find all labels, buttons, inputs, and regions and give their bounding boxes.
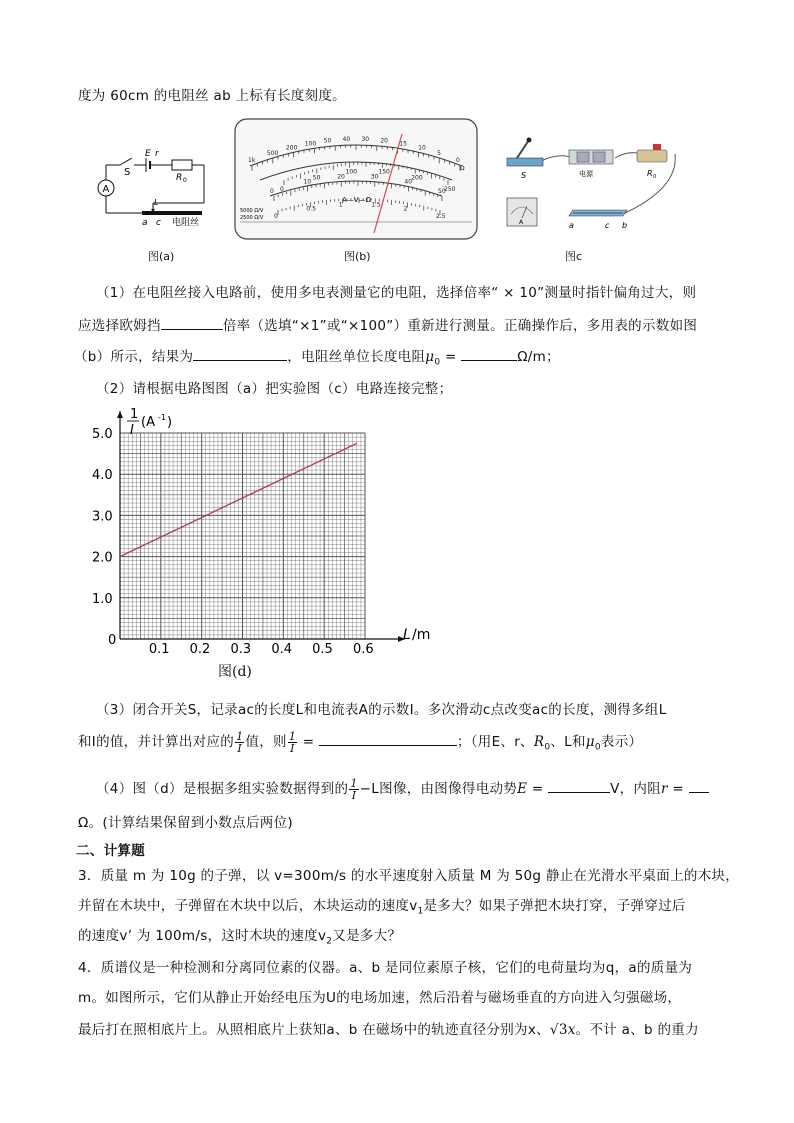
p4-x: x	[567, 1022, 576, 1038]
q3-line2c: =	[298, 734, 319, 750]
q1-line2a: 应选择欧姆挡	[78, 318, 161, 334]
q4-blank-r[interactable]	[689, 778, 709, 793]
p4-l3b: 。不计 a、b 的重力	[575, 1022, 699, 1038]
multimeter-center-label: A—V—Ω	[342, 196, 371, 204]
fig-a-ammeter-label: A	[102, 184, 110, 195]
ohm-scale-label-0: 1k	[248, 157, 256, 164]
q4-eq2: =	[667, 781, 689, 797]
q4-line1b: −L图像，由图像得电动势	[359, 781, 518, 797]
y-label-numerator: 1	[130, 407, 139, 422]
y-tick-label-2: 3.0	[92, 509, 113, 525]
mid-scale-label-2: 100	[345, 168, 358, 176]
figure-a-caption: 图(a)	[148, 250, 175, 263]
v-scale-label-0: 0	[274, 213, 278, 220]
low-scale-label-3: 30	[370, 173, 379, 181]
x-tick-label-3: 0.4	[271, 642, 293, 657]
switch-icon	[507, 138, 543, 167]
q3-line2b: 值，则	[245, 734, 287, 750]
ohm-scale-label-6: 30	[361, 136, 370, 144]
fig-c-c-label: c	[605, 221, 610, 230]
intro-text: 度为 60cm 的电阻丝 ab 上标有长度刻度。	[78, 88, 346, 104]
p3-l3b: 又是多大？	[332, 928, 402, 944]
fig-c-a-label: a	[569, 221, 574, 230]
q1-blank-multiplier[interactable]	[161, 315, 223, 330]
fig-a-emf-label: E	[145, 149, 151, 159]
q3-frac-1: $\frac{1}{I}$	[236, 729, 244, 755]
section-2-heading: 二、计算题	[76, 843, 145, 859]
battery-icon	[569, 150, 613, 164]
v-scale-label-1: 0.5	[306, 205, 316, 213]
ohm-scale-label-9: 10	[418, 144, 426, 152]
y-tick-label-0: 1.0	[92, 591, 113, 607]
low-scale-label-5: 50	[438, 188, 446, 195]
p4-line3	[78, 1018, 699, 1038]
q1-eq: =	[440, 349, 462, 365]
q1-line1: （1）在电阻丝接入电路前，使用多电表测量它的电阻，选择倍率“ × 10”测量时指针偏角过大，则	[96, 285, 697, 301]
q3-line2d: ；（用E、r、	[456, 734, 534, 750]
q4-line1	[96, 777, 709, 801]
fig-c-r0-sub: 0	[653, 174, 657, 180]
multimeter-spec1: 5000 Ω/V	[240, 208, 264, 214]
p3-l3-sub: 2	[326, 936, 333, 947]
q3-line2e: 、L和	[550, 734, 586, 750]
y-label-exponent: -1	[158, 413, 166, 422]
y-label-close: )	[167, 415, 173, 430]
fig-c-b-label: b	[622, 221, 628, 230]
fig-c-switch-label: S	[521, 171, 527, 180]
ohm-scale-label-7: 20	[380, 137, 389, 145]
q4-blank-emf[interactable]	[548, 778, 610, 793]
fig-a-l-label: L	[154, 198, 159, 207]
resistor-icon	[637, 144, 667, 162]
q1-line3	[74, 345, 560, 368]
p3-l2b: 是多大？如果子弹把木块打穿，子弹穿过后	[423, 898, 686, 914]
low-scale-label-4: 40	[404, 178, 413, 186]
ohm-scale-label-3: 100	[304, 140, 317, 148]
fig-a-r0-label: R	[176, 173, 183, 183]
fig-a-r-label: r	[155, 149, 159, 159]
multimeter-spec2: 2500 Ω/V	[240, 215, 264, 221]
figure-b-multimeter	[234, 118, 478, 240]
fig-a-c-label: c	[156, 218, 161, 228]
q1-line2b: 倍率（选填“×1”或“×100”）重新进行测量。正确操作后，多用表的示数如图	[222, 318, 698, 334]
p3-l2: 并留在木块中，子弹留在木块中以后，木块运动的速度v	[78, 898, 418, 914]
y-axis-arrow	[117, 411, 123, 418]
q1-line3b: ，电阻丝单位长度电阻	[287, 349, 426, 365]
fig-a-r0-sub: 0	[183, 177, 187, 184]
p4-line2: m。如图所示，它们从静止开始经电压为U的电场加速，然后沿着与磁场垂直的方向进入匀强磁场，	[78, 990, 682, 1006]
q4-line2: Ω。(计算结果保留到小数点后两位)	[78, 815, 293, 831]
v-scale-label-3: 1.5	[371, 201, 381, 209]
y-label-unit: (A	[141, 415, 155, 430]
q3-r0-sub: 0	[544, 742, 551, 753]
q1-line3a: （b）所示，结果为	[74, 349, 194, 365]
y-label-denominator: I	[130, 423, 134, 438]
fig-c-power-label: 电源	[579, 170, 593, 178]
multimeter-omega: Ω	[460, 165, 465, 172]
q3-line2a: 和I的值，并计算出对应的	[78, 734, 235, 750]
q2-text: （2）请根据电路图图（a）把实验图（c）电路连接完整；	[96, 381, 453, 397]
x-axis-label: L	[403, 627, 411, 643]
fig-a-switch-label: S	[124, 167, 131, 178]
origin-label: 0	[108, 633, 117, 648]
fig-a-a-label: a	[142, 218, 148, 228]
x-tick-label-0: 0.1	[148, 642, 170, 657]
q3-mu: μ	[585, 734, 595, 750]
mid-scale-label-4: 200	[411, 174, 423, 182]
q4-eq1: =	[527, 781, 549, 797]
fig-a-wire-label: 电阻丝	[172, 218, 200, 228]
figure-b-caption: 图(b)	[344, 250, 371, 263]
q3-frac-2: $\frac{1}{I}$	[288, 729, 297, 755]
low-scale-label-2: 20	[337, 173, 345, 181]
resistance-wire-icon	[569, 210, 627, 216]
ohm-scale-label-4: 50	[323, 137, 332, 145]
p3-line2	[78, 894, 686, 917]
p3-line1: 3．质量 m 为 10g 的子弹，以 v=300m/s 的水平速度射入质量 M 为 50g 静止在光滑水平桌面上的木块，	[78, 868, 740, 884]
ohm-scale-label-2: 200	[285, 144, 298, 152]
q1-mu: μ	[425, 349, 435, 365]
mid-scale-label-1: 50	[312, 174, 321, 182]
q3-blank-expression[interactable]	[319, 731, 457, 746]
p4-sqrt: √3	[549, 1022, 568, 1038]
p3-l3: 的速度v’ 为 100m/s，这时木块的速度v	[78, 928, 327, 944]
q1-blank-mu0[interactable]	[461, 346, 517, 361]
q4-line1c: V，内阻	[610, 781, 661, 797]
q3-line2f: 表示）	[600, 734, 643, 750]
mid-scale-label-3: 150	[378, 168, 390, 176]
q1-mu-sub: 0	[434, 357, 441, 368]
q3-line2	[78, 730, 642, 754]
q3-r0: R	[533, 734, 545, 750]
x-tick-label-4: 0.5	[312, 642, 333, 657]
x-axis-unit: /m	[412, 627, 431, 643]
p4-line1: 4．质谱仪是一种检测和分离同位素的仪器。a、b 是同位素原子核，它们的电荷量均为q，a的质量为	[78, 960, 693, 976]
q3-mu-sub: 0	[594, 742, 601, 753]
ohm-scale-label-11: 0	[456, 157, 460, 164]
y-tick-label-3: 4.0	[92, 468, 113, 484]
q1-line2	[78, 314, 697, 334]
figure-d-chart	[90, 405, 450, 690]
q4-line1a: （4）图（d）是根据多组实验数据得到的	[96, 781, 349, 797]
y-tick-label-1: 2.0	[92, 550, 113, 566]
q3-line1: （3）闭合开关S，记录ac的长度L和电流表A的示数I。多次滑动c点改变ac的长度，测得多组L	[96, 702, 667, 718]
x-tick-label-5: 0.6	[353, 642, 374, 657]
figure-a-circuit	[90, 145, 220, 260]
v-scale-label-2: 1	[338, 201, 343, 209]
mid-scale-label-5: 250	[444, 186, 456, 193]
mid-scale-label-0: 0	[280, 186, 284, 193]
q4-frac: $\frac{1}{I}$	[350, 776, 358, 802]
q4-r: r	[661, 781, 668, 797]
q1-unit: Ω/m；	[517, 349, 560, 365]
ohm-scale-label-1: 500	[266, 150, 279, 158]
x-tick-label-1: 0.2	[189, 642, 211, 657]
fig-c-meter-label: A	[519, 219, 524, 226]
fig-c-r0-label: R	[647, 169, 653, 178]
figure-c-apparatus	[503, 128, 678, 238]
q1-blank-result[interactable]	[193, 346, 287, 361]
y-tick-label-4: 5.0	[92, 427, 113, 442]
q4-E: E	[517, 781, 528, 797]
figure-c-caption: 图c	[565, 250, 583, 263]
low-scale-label-1: 10	[303, 178, 312, 186]
ohm-scale-label-5: 40	[342, 136, 351, 144]
p4-l3: 最后打在照相底片上。从照相底片上获知a、b 在磁场中的轨迹直径分别为x、	[78, 1022, 550, 1038]
low-scale-label-0: 0	[270, 188, 274, 195]
x-tick-label-2: 0.3	[230, 642, 252, 657]
v-scale-label-5: 2.5	[436, 213, 446, 220]
v-scale-label-4: 2	[403, 205, 408, 213]
ohm-scale-label-10: 5	[437, 150, 441, 158]
p3-line3	[78, 924, 401, 947]
chart-title: 图(d)	[218, 664, 252, 680]
p3-l2-sub: 1	[417, 906, 424, 917]
ohm-scale-label-8: 15	[399, 140, 407, 148]
